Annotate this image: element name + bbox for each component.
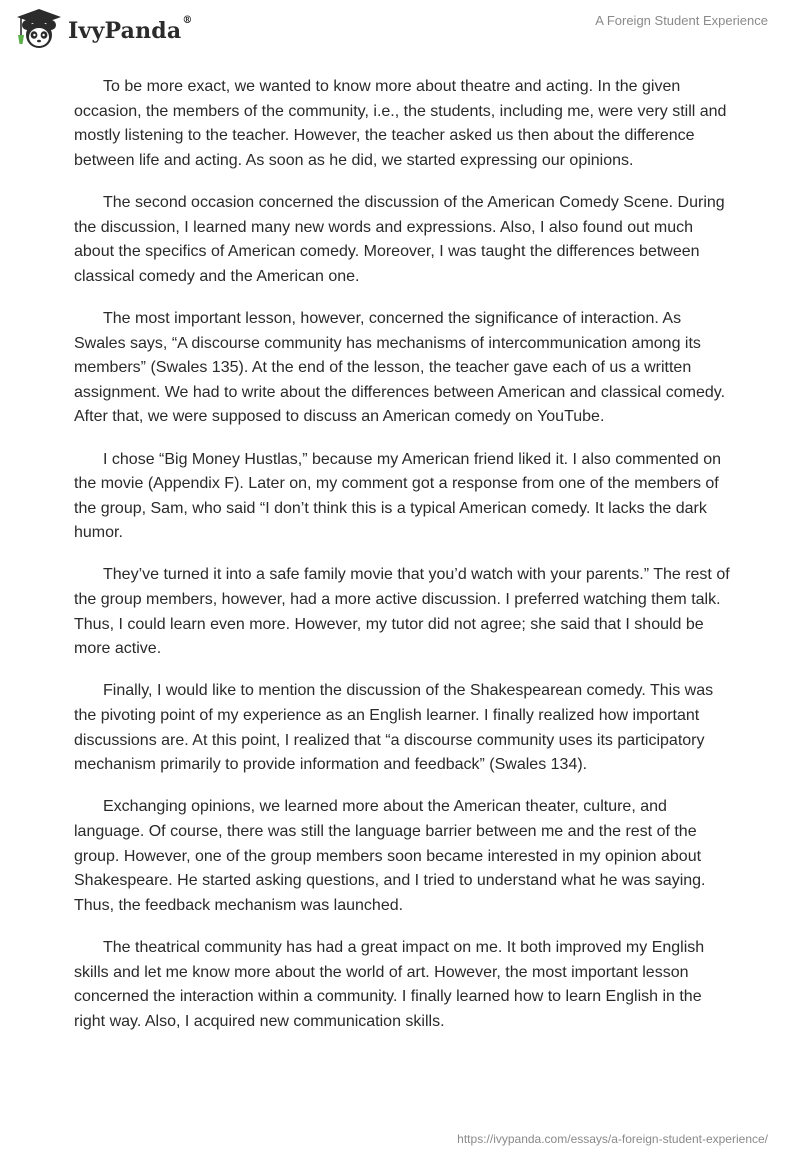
paragraph: The most important lesson, however, concerned the significance of interaction. As Swales says, “A discourse community has mechanisms of intercommunication among its members” (Swales 135). At the end of the lesson, the teacher gave each of us a written assignment. We had to write about the differences between American and classical comedy. After that, we were supposed to discuss an American comedy on YouTube.: [74, 309, 726, 426]
paragraph: The theatrical community has had a great impact on me. It both improved my English skills and let me know more about the world of art. However, the most important lesson concerned the interaction within a community. I finally learned how to learn English in the right way. Also, I acquired new communication skills.: [74, 938, 705, 1030]
paragraph: They’ve turned it into a safe family movie that you’d watch with your parents.” The rest of the group members, however, had a more active discussion. I preferred watching them talk. Thus, I could learn even more. However, my tutor did not agree; she said that I should be more active.: [74, 566, 730, 658]
paragraph: The second occasion concerned the discussion of the American Comedy Scene. During the discussion, I learned many new words and expressions. Also, I also found out much about the specifics of American comedy. Moreover, I was taught the differences between classical comedy and the American one.: [74, 193, 725, 285]
paragraph: I chose “Big Money Hustlas,” because my American friend liked it. I also commented on the movie (Appendix F). Later on, my comment got a response from one of the members of the group, Sam, who said “I don’t think this is a typical American comedy. It lacks the dark humor.: [74, 450, 722, 542]
registered-mark: ®: [182, 15, 193, 26]
page-header: [0, 0, 800, 60]
brand-name: [68, 15, 193, 44]
source-url-link[interactable]: https://ivypanda.com/essays/a-foreign-student-experience/: [457, 1132, 768, 1146]
paragraph: Finally, I would like to mention the discussion of the Shakespearean comedy. This was the pivoting point of my experience as an English learner. I finally realized how important discussions are. At this point, I realized that “a discourse community uses its participatory mechanism primarily to provide information and feedback” (Swales 134).: [74, 682, 714, 774]
brand-name-text: IvyPanda: [68, 18, 182, 44]
paragraph: Exchanging opinions, we learned more about the American theater, culture, and language. Of course, there was still the language barrier between me and the rest of the group. However, one of the group members soon became interested in my opinion about Shakespeare. He started asking questions, and I tried to understand what he was saying. Thus, the feedback mechanism was launched.: [74, 798, 706, 914]
document-title: A Foreign Student Experience: [595, 13, 768, 28]
paragraph: To be more exact, we wanted to know more about theatre and acting. In the given occasion, the members of the community, i.e., the students, including me, were very still and mostly listening to the teacher. However, the teacher asked us then about the difference between life and acting. As soon as he did, we started expressing our opinions.: [74, 78, 727, 169]
essay-body: [74, 75, 732, 1052]
brand-logo[interactable]: [14, 8, 193, 52]
panda-graduate-icon: [14, 8, 64, 52]
